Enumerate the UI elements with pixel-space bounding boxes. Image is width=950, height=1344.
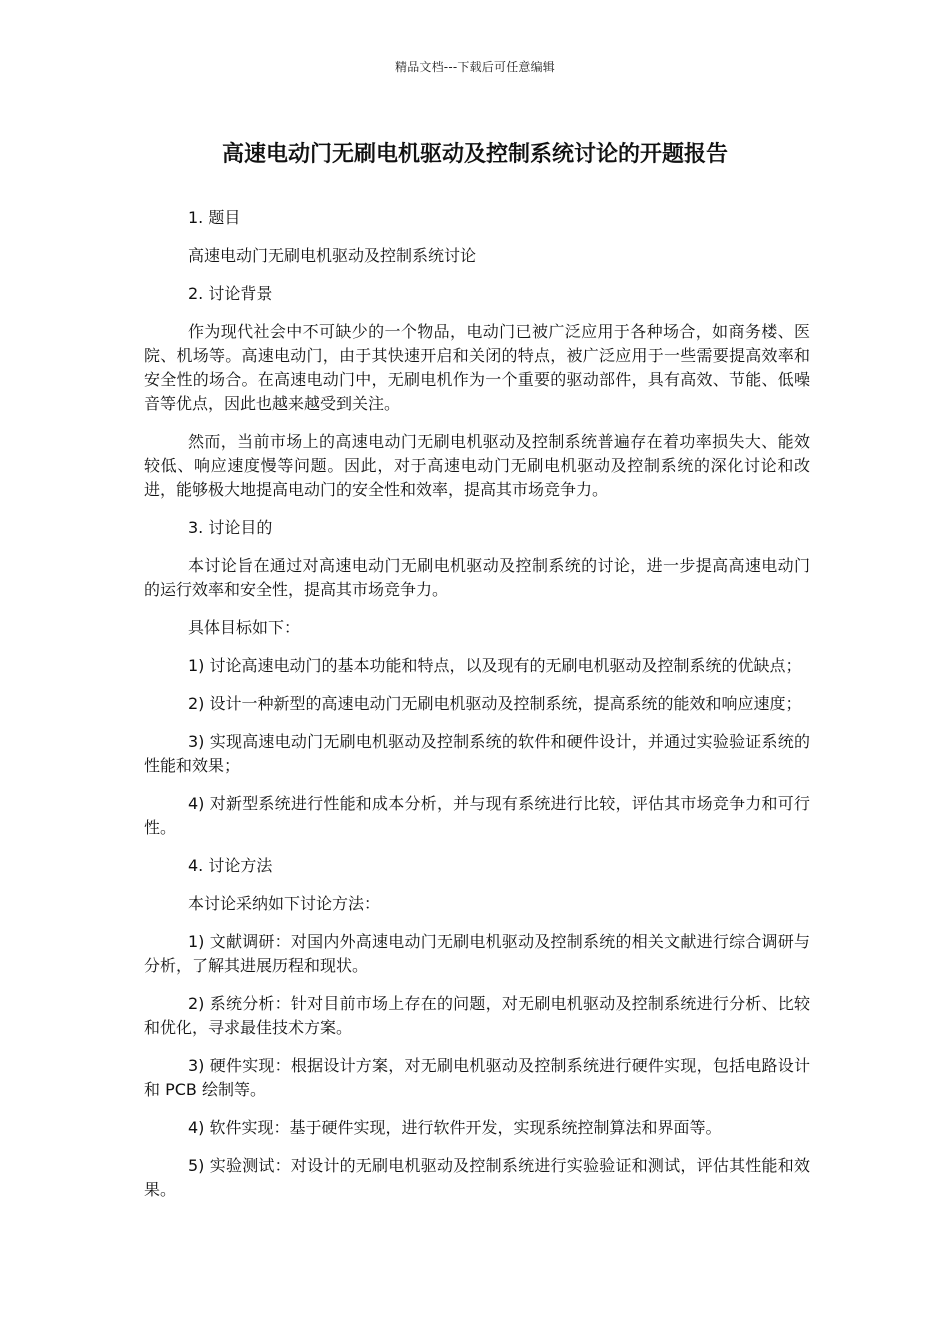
- section-heading-background: 2. 讨论背景: [188, 284, 273, 303]
- document-body: [144, 206, 810, 1216]
- goals-intro: 具体目标如下：: [188, 618, 301, 637]
- section-heading-topic: 1. 题目: [188, 208, 241, 227]
- document-title: 高速电动门无刷电机驱动及控制系统讨论的开题报告: [221, 142, 728, 167]
- topic-text: 高速电动门无刷电机驱动及控制系统讨论: [188, 246, 477, 265]
- background-paragraph-1: 作为现代社会中不可缺少的一个物品，电动门已被广泛应用于各种场合，如商务楼、医院、机场等。高速电动门，由于其快速开启和关闭的特点，被广泛应用于一些需要提高效率和安全性的场合。在高速电动门中，无刷电机作为一个重要的驱动部件，具有高效、节能、低噪音等优点，因此也越来越受到关注。: [144, 322, 810, 413]
- method-item: 5) 实验测试：对设计的无刷电机驱动及控制系统进行实验验证和测试，评估其性能和效果。: [144, 1156, 810, 1199]
- goal-item: 4) 对新型系统进行性能和成本分析，并与现有系统进行比较，评估其市场竞争力和可行性。: [144, 794, 810, 837]
- section-heading-purpose: 3. 讨论目的: [188, 518, 273, 537]
- method-item: 1) 文献调研：对国内外高速电动门无刷电机驱动及控制系统的相关文献进行综合调研与分析，了解其进展历程和现状。: [144, 932, 810, 975]
- goal-item: 1) 讨论高速电动门的基本功能和特点，以及现有的无刷电机驱动及控制系统的优缺点；: [188, 656, 802, 675]
- background-paragraph-2: 然而，当前市场上的高速电动门无刷电机驱动及控制系统普遍存在着功率损失大、能效较低、响应速度慢等问题。因此，对于高速电动门无刷电机驱动及控制系统的深化讨论和改进，能够极大地提高电动门的安全性和效率，提高其市场竞争力。: [144, 432, 810, 499]
- goal-item: 2) 设计一种新型的高速电动门无刷电机驱动及控制系统，提高系统的能效和响应速度；: [188, 694, 802, 713]
- header-note: 精品文档---下载后可任意编辑: [395, 60, 555, 74]
- method-item: 3) 硬件实现：根据设计方案，对无刷电机驱动及控制系统进行硬件实现，包括电路设计和 PCB 绘制等。: [144, 1056, 810, 1099]
- purpose-paragraph: 本讨论旨在通过对高速电动门无刷电机驱动及控制系统的讨论，进一步提高高速电动门的运行效率和安全性，提高其市场竞争力。: [144, 556, 810, 599]
- goal-item: 3) 实现高速电动门无刷电机驱动及控制系统的软件和硬件设计，并通过实验验证系统的性能和效果；: [144, 732, 810, 775]
- methods-intro: 本讨论采纳如下讨论方法：: [188, 894, 381, 913]
- method-item: 2) 系统分析：针对目前市场上存在的问题，对无刷电机驱动及控制系统进行分析、比较和优化，寻求最佳技术方案。: [144, 994, 810, 1037]
- method-item: 4) 软件实现：基于硬件实现，进行软件开发，实现系统控制算法和界面等。: [188, 1118, 722, 1137]
- section-heading-methods: 4. 讨论方法: [188, 856, 273, 875]
